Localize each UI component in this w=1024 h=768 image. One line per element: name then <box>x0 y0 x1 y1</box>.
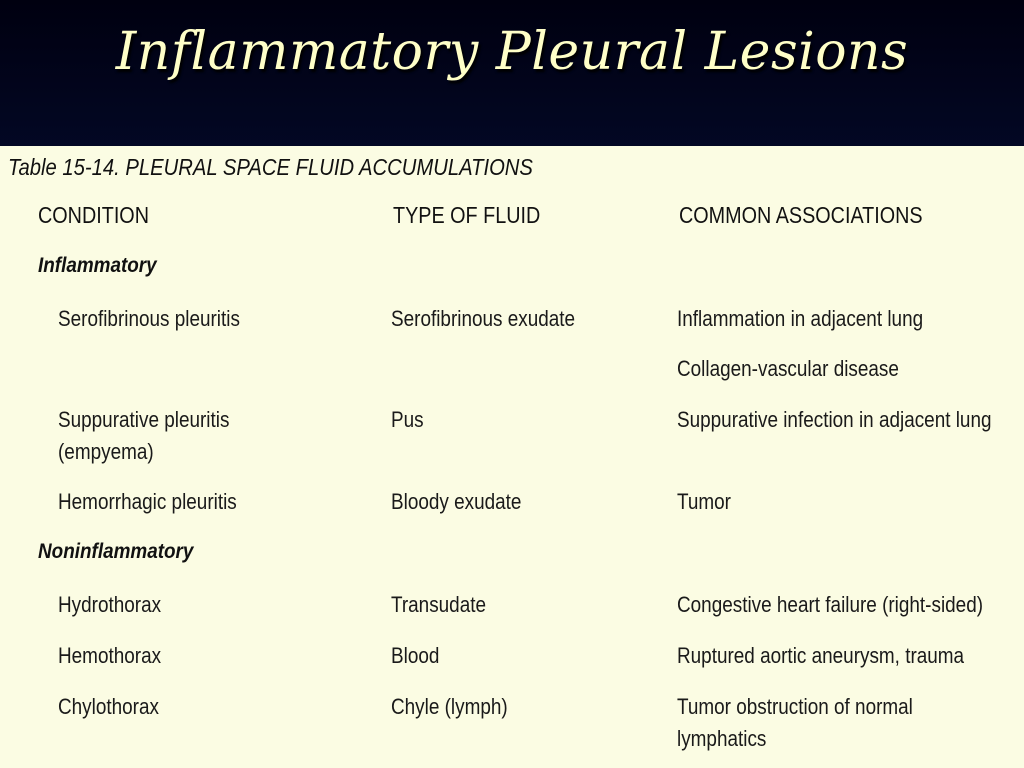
cell-condition: Serofibrinous pleuritis <box>58 306 240 331</box>
cell-condition: Chylothorax <box>58 694 159 719</box>
slide-title: Inflammatory Pleural Lesions <box>115 22 909 82</box>
cell-association: lymphatics <box>677 726 767 751</box>
cell-association: Collagen-vascular disease <box>677 356 899 381</box>
cell-association: Congestive heart failure (right-sided) <box>677 592 984 617</box>
cell-fluid: Transudate <box>391 592 487 617</box>
group-label-inflammatory: Inflammatory <box>38 254 157 277</box>
cell-fluid: Serofibrinous exudate <box>391 306 576 331</box>
table-caption: Table 15-14. PLEURAL SPACE FLUID ACCUMULATIONS <box>8 154 533 180</box>
column-header-type-of-fluid: TYPE OF FLUID <box>393 202 541 228</box>
cell-fluid: Bloody exudate <box>391 489 522 514</box>
cell-condition: Hemorrhagic pleuritis <box>58 489 237 514</box>
cell-fluid: Pus <box>391 407 424 432</box>
cell-fluid: Chyle (lymph) <box>391 694 508 719</box>
column-header-common-associations: COMMON ASSOCIATIONS <box>679 202 923 228</box>
cell-association: Suppurative infection in adjacent lung <box>677 407 992 432</box>
cell-fluid: Blood <box>391 643 440 668</box>
cell-condition: (empyema) <box>58 439 154 464</box>
cell-association: Tumor obstruction of normal <box>677 694 913 719</box>
pleural-fluid-table <box>0 146 1024 768</box>
cell-condition: Suppurative pleuritis <box>58 407 230 432</box>
cell-condition: Hemothorax <box>58 643 162 668</box>
cell-condition: Hydrothorax <box>58 592 162 617</box>
group-label-noninflammatory: Noninflammatory <box>38 540 194 563</box>
cell-association: Ruptured aortic aneurysm, trauma <box>677 643 965 668</box>
cell-association: Inflammation in adjacent lung <box>677 306 924 331</box>
cell-association: Tumor <box>677 489 731 514</box>
column-header-condition: CONDITION <box>38 202 149 228</box>
